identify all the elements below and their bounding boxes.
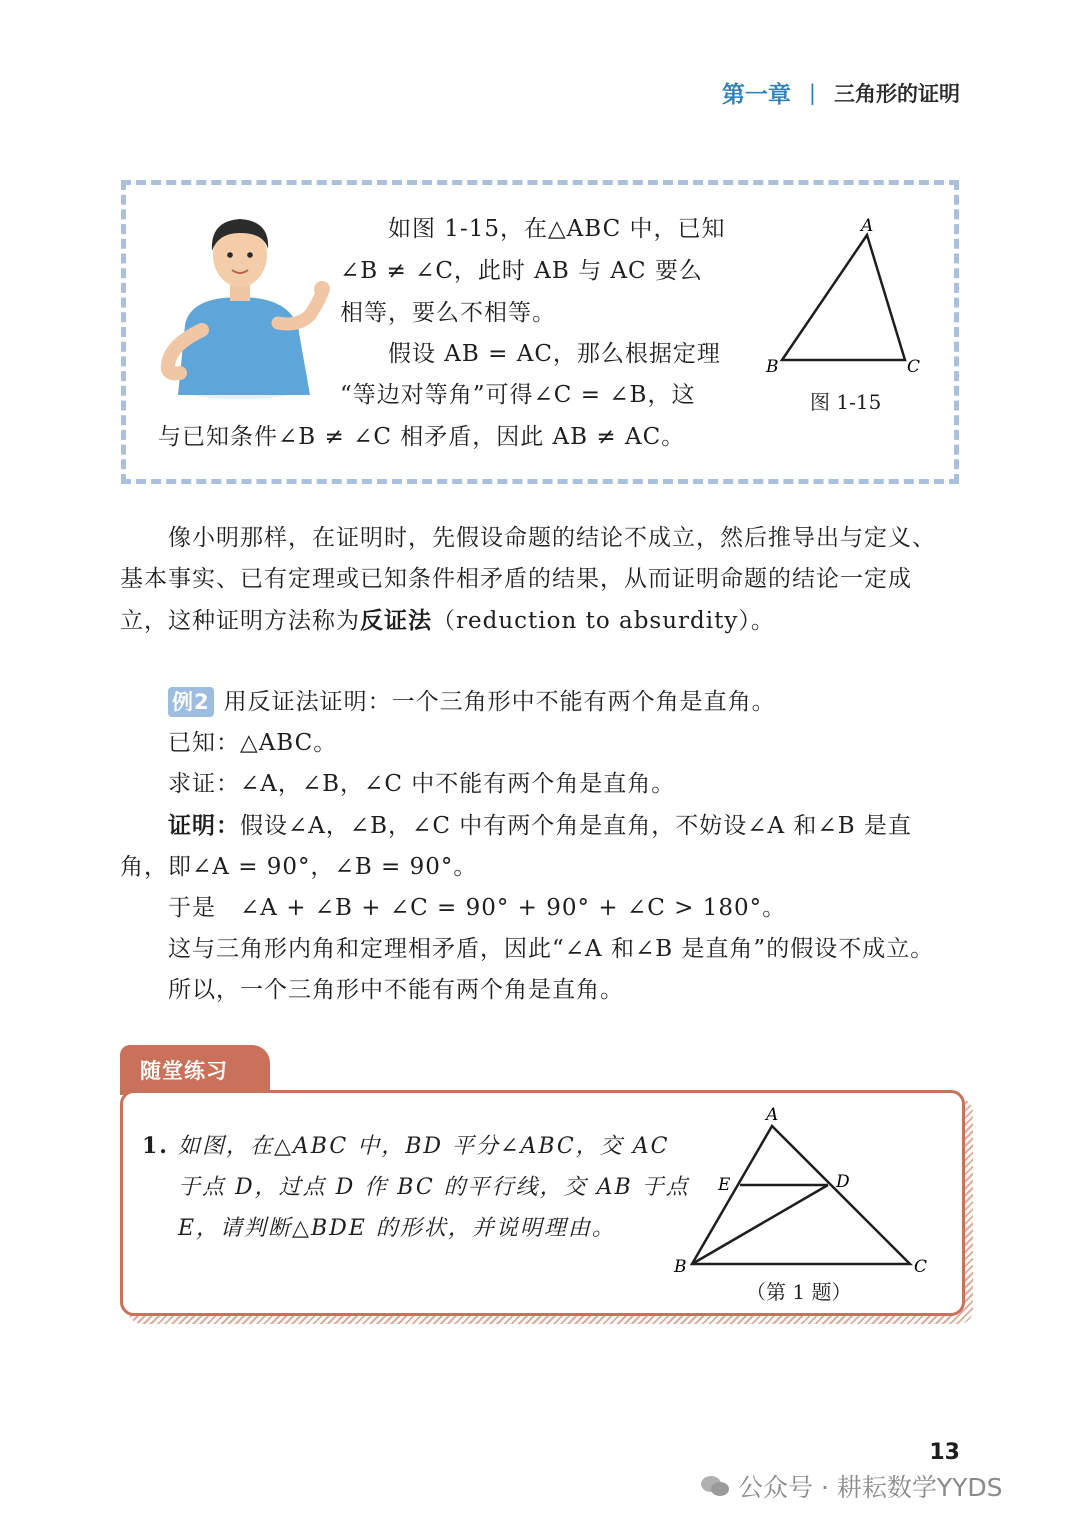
watermark: [700, 1468, 1003, 1504]
definition-line: [120, 600, 962, 642]
think-text-line: 如图 1-15，在△ABC 中，已知: [388, 216, 726, 242]
page-number: 13: [929, 1440, 960, 1465]
definition-text: 立，这种证明方法称为: [120, 608, 360, 634]
figure-caption: 图 1-15: [810, 390, 882, 414]
exercise-tab: [120, 1045, 270, 1095]
segment-bd: [692, 1185, 828, 1264]
think-text-line: 假设 AB = AC，那么根据定理: [388, 341, 721, 367]
term-reductio: 反证法: [360, 607, 432, 634]
proof-line: 所以，一个三角形中不能有两个角是直角。: [168, 977, 624, 1003]
definition-line: 像小明那样，在证明时，先假设命题的结论不成立，然后推导出与定义、: [168, 525, 936, 551]
example-badge: 例2: [168, 687, 214, 717]
running-header: [722, 76, 960, 109]
proof-line: 角，即∠A = 90°，∠B = 90°。: [120, 854, 478, 880]
watermark-text: 公众号 · 耕耘数学YYDS: [738, 1473, 1003, 1502]
example-given: 已知：△ABC。: [168, 730, 338, 756]
definition-text: （reduction to absurdity）。: [432, 608, 775, 634]
vertex-label-c: C: [914, 1257, 928, 1277]
proof-text: 假设∠A，∠B，∠C 中有两个角是直角，不妨设∠A 和∠B 是直: [240, 813, 912, 839]
example-2: [120, 682, 962, 1011]
vertex-label-c: C: [907, 357, 921, 377]
example-prove: 求证：∠A，∠B，∠C 中不能有两个角是直角。: [168, 771, 676, 797]
vertex-label-b: B: [674, 1257, 687, 1277]
triangle-abc: [782, 235, 905, 360]
proof-line: [120, 805, 962, 847]
vertex-label-d: D: [836, 1172, 850, 1192]
chapter-label: 第一章: [721, 82, 791, 108]
vertex-label-b: B: [766, 357, 779, 377]
exercise-figure-triangle: [670, 1100, 940, 1280]
chapter-title: 三角形的证明: [834, 81, 960, 106]
think-text-line: ∠B ≠ ∠C，此时 AB 与 AC 要么: [340, 258, 703, 284]
exercise-figure-caption: （第 1 题）: [746, 1280, 852, 1304]
figure-1-15-triangle: [760, 215, 930, 390]
example-statement-line: [120, 682, 962, 723]
vertex-label-a: A: [766, 1105, 779, 1125]
wechat-icon: [700, 1473, 730, 1499]
header-separator: |: [808, 80, 816, 105]
definition-line: 基本事实、已有定理或已知条件相矛盾的结果，从而证明命题的结论一定成: [120, 566, 912, 592]
exercise-line: 如图，在△ABC 中，BD 平分∠ABC，交 AC: [178, 1134, 670, 1159]
definition-paragraph: [120, 518, 962, 642]
exercise-number: 1.: [142, 1133, 169, 1159]
exercise-line: 于点 D，过点 D 作 BC 的平行线，交 AB 于点: [178, 1175, 690, 1200]
think-text-line: 相等，要么不相等。: [340, 300, 556, 326]
vertex-label-e: E: [718, 1175, 731, 1195]
example-statement: 用反证法证明：一个三角形中不能有两个角是直角。: [223, 689, 776, 715]
student-illustration: [160, 215, 330, 400]
vertex-label-a: A: [861, 216, 874, 236]
exercise-line: E，请判断△BDE 的形状，并说明理由。: [178, 1216, 616, 1241]
proof-line: 这与三角形内角和定理相矛盾，因此“∠A 和∠B 是直角”的假设不成立。: [168, 936, 935, 962]
exercise-tab-label: 随堂练习: [140, 1059, 228, 1083]
think-text-line: “等边对等角”可得∠C = ∠B，这: [340, 382, 696, 408]
think-text-line: 与已知条件∠B ≠ ∠C 相矛盾，因此 AB ≠ AC。: [158, 424, 686, 450]
triangle-abc: [692, 1126, 910, 1264]
proof-line: 于是 ∠A + ∠B + ∠C = 90° + 90° + ∠C > 180°。: [168, 895, 787, 921]
proof-label: 证明：: [168, 812, 240, 839]
